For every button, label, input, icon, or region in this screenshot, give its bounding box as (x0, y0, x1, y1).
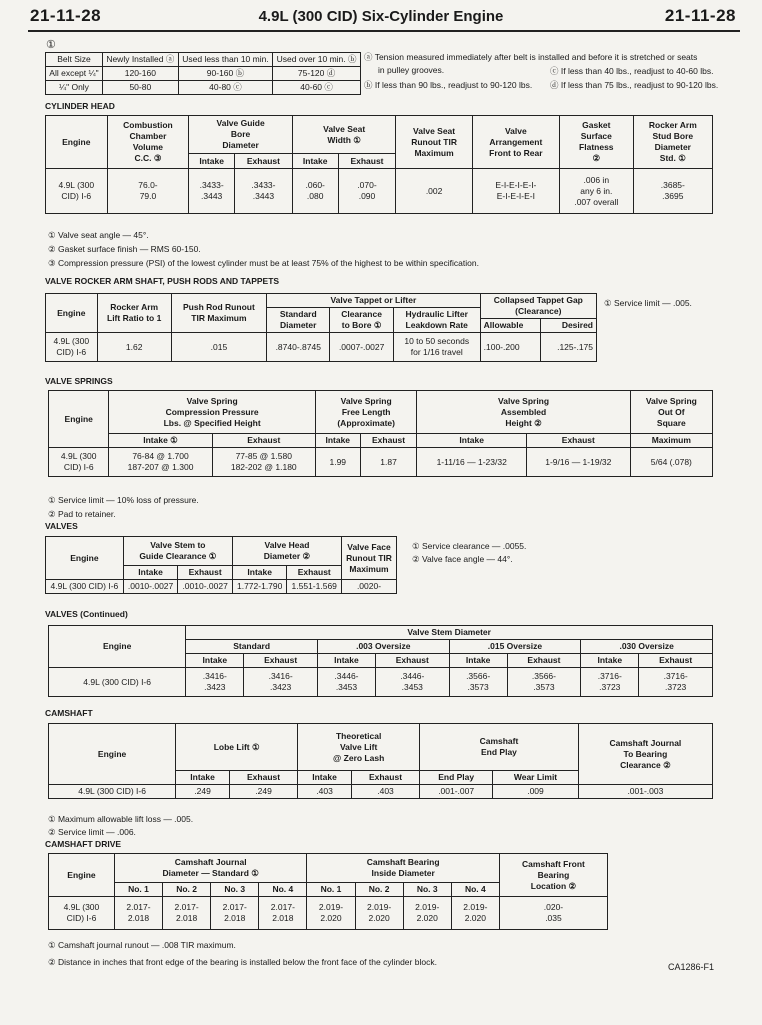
col-header: Maximum (630, 434, 712, 448)
col-header: Wear Limit (493, 771, 579, 785)
springs-table (48, 390, 713, 477)
section-title-valves-continued: VALVES (Continued) (45, 609, 128, 619)
col-header: No. 4 (451, 883, 499, 897)
col-header: Valve Guide Bore Diameter (189, 116, 293, 154)
footnote: ② Service limit — .006. (48, 827, 136, 837)
col-header: Clearance to Bore ① (330, 308, 393, 333)
cell: 76.0- 79.0 (107, 169, 189, 214)
col-header: Exhaust (351, 771, 419, 785)
page-number-right: 21-11-28 (664, 6, 736, 25)
col-header: Valve Face Runout TIR Maximum (342, 537, 397, 580)
belt-note: ⓓ If less than 75 lbs., readjust to 90-120 lbs. (550, 80, 719, 90)
cell: .0020- (342, 580, 397, 594)
cell: .001-.003 (578, 785, 712, 799)
col-header: Rocker Arm Lift Ratio to 1 (97, 294, 171, 333)
col-header: Push Rod Runout TIR Maximum (171, 294, 266, 333)
belt-cell: 75-120 ⓓ (273, 67, 361, 81)
belt-header: Used over 10 min. ⓑ (273, 53, 361, 67)
footnote: ② Distance in inches that front edge of the bearing is installed below the front face of the cylinder block. (48, 957, 437, 967)
col-header: Intake (123, 566, 178, 580)
cell: .006 in any 6 in. .007 overall (559, 169, 633, 214)
cell: .009 (493, 785, 579, 799)
camshaft-table (48, 723, 713, 799)
cell: .070- .090 (338, 169, 396, 214)
section-title-camshaft-drive: CAMSHAFT DRIVE (45, 839, 122, 849)
cell: 5/64 (.078) (630, 448, 712, 477)
belt-cell: 40-80 ⓒ (178, 81, 272, 95)
col-header: Exhaust (234, 154, 292, 169)
col-header: Intake (315, 434, 360, 448)
rocker-table (45, 293, 597, 362)
col-header: Exhaust (178, 566, 233, 580)
table-row (49, 897, 608, 930)
section-title-camshaft: CAMSHAFT (45, 708, 93, 718)
cell: .3416- .3423 (244, 668, 318, 697)
col-header: Camshaft End Play (420, 724, 579, 771)
col-header: Gasket Surface Flatness ② (559, 116, 633, 169)
col-header: Allowable (480, 319, 541, 333)
belt-cell: 40-60 ⓒ (273, 81, 361, 95)
cell: 1-9/16 — 1-19/32 (526, 448, 630, 477)
cell: 2.019- 2.020 (403, 897, 451, 930)
cell: .3566- .3573 (449, 668, 507, 697)
cell: .3446- .3453 (317, 668, 375, 697)
col-header: Exhaust (375, 654, 449, 668)
table-row (46, 333, 597, 362)
figure-code: CA1286-F1 (668, 962, 715, 972)
col-header: Intake (232, 566, 287, 580)
col-header: No. 1 (307, 883, 355, 897)
cylinder-head-table (45, 115, 713, 214)
col-header: Exhaust (229, 771, 297, 785)
col-header: Valve Arrangement Front to Rear (472, 116, 559, 169)
col-header: Engine (49, 391, 109, 448)
col-header: Exhaust (212, 434, 315, 448)
cell: .015 (171, 333, 266, 362)
footnote: ③ Compression pressure (PSI) of the lowest cylinder must be at least 75% of the highest to be within specification. (48, 258, 479, 268)
cell: 4.9L (300 CID) I-6 (49, 668, 186, 697)
cell: .8740-.8745 (267, 333, 330, 362)
col-header: Engine (49, 626, 186, 668)
belt-cell: 50-80 (102, 81, 178, 95)
side-note: ② Valve face angle — 44°. (412, 554, 513, 564)
col-header: Engine (46, 116, 108, 169)
col-header: Valve Seat Width ① (292, 116, 396, 154)
cell: .3416- .3423 (186, 668, 244, 697)
cell: 2.017- 2.018 (211, 897, 259, 930)
cell: .125-.175 (541, 333, 597, 362)
cell: 4.9L (300 CID) I-6 (49, 785, 176, 799)
col-header: Intake (317, 654, 375, 668)
col-header: .015 Oversize (449, 640, 581, 654)
col-header: Lobe Lift ① (176, 724, 298, 771)
col-header: Rocker Arm Stud Bore Diameter Std. ① (633, 116, 712, 169)
belt-tension-table (45, 52, 361, 95)
cell: .3716- .3723 (639, 668, 713, 697)
col-header: Theoretical Valve Lift @ Zero Lash (298, 724, 420, 771)
cell: .403 (298, 785, 352, 799)
belt-note: ⓒ If less than 40 lbs., readjust to 40-60 lbs. (550, 66, 714, 76)
col-header: .003 Oversize (317, 640, 449, 654)
col-header: Valve Tappet or Lifter (267, 294, 481, 308)
col-header: Camshaft Journal Diameter — Standard ① (114, 854, 307, 883)
cell: .249 (229, 785, 297, 799)
col-header: Intake (449, 654, 507, 668)
col-header: Engine (46, 294, 98, 333)
col-header: Hydraulic Lifter Leakdown Rate (393, 308, 480, 333)
col-header: Valve Stem Diameter (186, 626, 713, 640)
side-note: ① Service clearance — .0055. (412, 541, 527, 551)
col-header: Engine (46, 537, 124, 580)
belt-cell: 90-160 ⓑ (178, 67, 272, 81)
col-header: Exhaust (639, 654, 713, 668)
col-header: Exhaust (287, 566, 342, 580)
cell: .3433- .3443 (234, 169, 292, 214)
section-title-rocker: VALVE ROCKER ARM SHAFT, PUSH RODS AND TAPPETS (45, 276, 280, 286)
cell: .002 (396, 169, 472, 214)
cell: 4.9L (300 CID) I-6 (49, 448, 109, 477)
cell: 1.62 (97, 333, 171, 362)
cell: .0010-.0027 (123, 580, 178, 594)
cell: .3716- .3723 (581, 668, 639, 697)
page-number-left: 21-11-28 (30, 6, 102, 25)
cell: .060- .080 (292, 169, 338, 214)
col-header: Exhaust (507, 654, 581, 668)
col-header: Intake (298, 771, 352, 785)
col-header: No. 4 (259, 883, 307, 897)
cell: 77-85 @ 1.580 182-202 @ 1.180 (212, 448, 315, 477)
side-note: ① Service limit — .005. (604, 298, 692, 308)
header-rule (28, 30, 740, 32)
table-row (49, 448, 713, 477)
cell: .0007-.0027 (330, 333, 393, 362)
cell: 1.772-1.790 (232, 580, 287, 594)
col-header: Camshaft Front Bearing Location ② (499, 854, 607, 897)
col-header: Intake (186, 654, 244, 668)
section-title-valves: VALVES (45, 521, 78, 531)
footnote: ① Valve seat angle — 45°. (48, 230, 149, 240)
table-row (49, 668, 713, 697)
col-header: No. 3 (211, 883, 259, 897)
cell: .0010-.0027 (178, 580, 233, 594)
col-header: Valve Spring Compression Pressure Lbs. @ Specified Height (109, 391, 315, 434)
col-header: .030 Oversize (581, 640, 713, 654)
table-row (46, 580, 397, 594)
table-row (46, 81, 361, 95)
section-title-springs: VALVE SPRINGS (45, 376, 113, 386)
col-header: Exhaust (338, 154, 396, 169)
section-title-cylinder-head: CYLINDER HEAD (45, 101, 115, 111)
cell: .249 (176, 785, 230, 799)
col-header: Intake (417, 434, 527, 448)
col-header: Engine (49, 854, 115, 897)
col-header: Camshaft Bearing Inside Diameter (307, 854, 500, 883)
col-header: Exhaust (360, 434, 417, 448)
col-header: End Play (420, 771, 493, 785)
col-header: Engine (49, 724, 176, 785)
col-header: Intake ① (109, 434, 212, 448)
cell: 2.017- 2.018 (163, 897, 211, 930)
col-header: Desired (541, 319, 597, 333)
cell: 76-84 @ 1.700 187-207 @ 1.300 (109, 448, 212, 477)
col-header: Valve Seat Runout TIR Maximum (396, 116, 472, 169)
col-header: No. 2 (355, 883, 403, 897)
cell: .403 (351, 785, 419, 799)
col-header: Standard Diameter (267, 308, 330, 333)
footnote: ② Gasket surface finish — RMS 60-150. (48, 244, 201, 254)
footnote: ① Maximum allowable lift loss — .005. (48, 814, 194, 824)
cell: 2.017- 2.018 (259, 897, 307, 930)
footnote: ① Camshaft journal runout — .008 TIR maximum. (48, 940, 236, 950)
cell: 2.017- 2.018 (114, 897, 162, 930)
col-header: Exhaust (526, 434, 630, 448)
col-header: No. 2 (163, 883, 211, 897)
belt-header: Used less than 10 min. (178, 53, 272, 67)
belt-note: ⓑ If less than 90 lbs., readjust to 90-120 lbs. (364, 80, 533, 90)
cell: 1-11/16 — 1-23/32 (417, 448, 527, 477)
belt-note: in pulley grooves. (378, 65, 445, 75)
valves-table (45, 536, 397, 594)
valve-stem-table (48, 625, 713, 697)
cell: 2.019- 2.020 (355, 897, 403, 930)
col-header: Exhaust (244, 654, 318, 668)
col-header: Intake (581, 654, 639, 668)
cell: 1.99 (315, 448, 360, 477)
cell: .001-.007 (420, 785, 493, 799)
table-row (46, 169, 713, 214)
cell: .100-.200 (480, 333, 541, 362)
cell: 4.9L (300 CID) I-6 (49, 897, 115, 930)
cell: 4.9L (300 CID) I-6 (46, 169, 108, 214)
belt-cell: ¼" Only (46, 81, 103, 95)
col-header: Valve Head Diameter ② (232, 537, 341, 566)
belt-header: Newly Installed ⓐ (102, 53, 178, 67)
cell: 1.87 (360, 448, 417, 477)
belt-cell: All except ¼" (46, 67, 103, 81)
cell: 2.019- 2.020 (451, 897, 499, 930)
cell: 1.551-1.569 (287, 580, 342, 594)
col-header: Combustion Chamber Volume C.C. ③ (107, 116, 189, 169)
col-header: Intake (189, 154, 235, 169)
cell: 4.9L (300 CID) I-6 (46, 580, 124, 594)
col-header: Valve Stem to Guide Clearance ① (123, 537, 232, 566)
col-header: No. 3 (403, 883, 451, 897)
cell: E-I-E-I-E-I- E-I-E-I-E-I (472, 169, 559, 214)
col-header: Intake (292, 154, 338, 169)
belt-marker: ① (46, 39, 56, 51)
page-title: 4.9L (300 CID) Six-Cylinder Engine (258, 8, 504, 25)
cell: .3446- .3453 (375, 668, 449, 697)
col-header: Valve Spring Out Of Square (630, 391, 712, 434)
cell: .3433- .3443 (189, 169, 235, 214)
col-header: No. 1 (114, 883, 162, 897)
table-row (46, 67, 361, 81)
belt-cell: 120-160 (102, 67, 178, 81)
cell: .3566- .3573 (507, 668, 581, 697)
table-row (49, 785, 713, 799)
footnote: ① Service limit — 10% loss of pressure. (48, 495, 199, 505)
col-header: Valve Spring Assembled Height ② (417, 391, 630, 434)
belt-header: Belt Size (46, 53, 103, 67)
col-header: Collapsed Tappet Gap (Clearance) (480, 294, 596, 319)
camshaft-drive-table (48, 853, 608, 930)
cell: 4.9L (300 CID) I-6 (46, 333, 98, 362)
cell: .020- .035 (499, 897, 607, 930)
belt-note: ⓐ Tension measured immediately after belt is installed and before it is stretched or seats (364, 52, 698, 62)
col-header: Intake (176, 771, 230, 785)
cell: .3685- .3695 (633, 169, 712, 214)
footnote: ② Pad to retainer. (48, 509, 116, 519)
col-header: Valve Spring Free Length (Approximate) (315, 391, 417, 434)
cell: 2.019- 2.020 (307, 897, 355, 930)
cell: 10 to 50 seconds for 1/16 travel (393, 333, 480, 362)
col-header: Camshaft Journal To Bearing Clearance ② (578, 724, 712, 785)
col-header: Standard (186, 640, 318, 654)
